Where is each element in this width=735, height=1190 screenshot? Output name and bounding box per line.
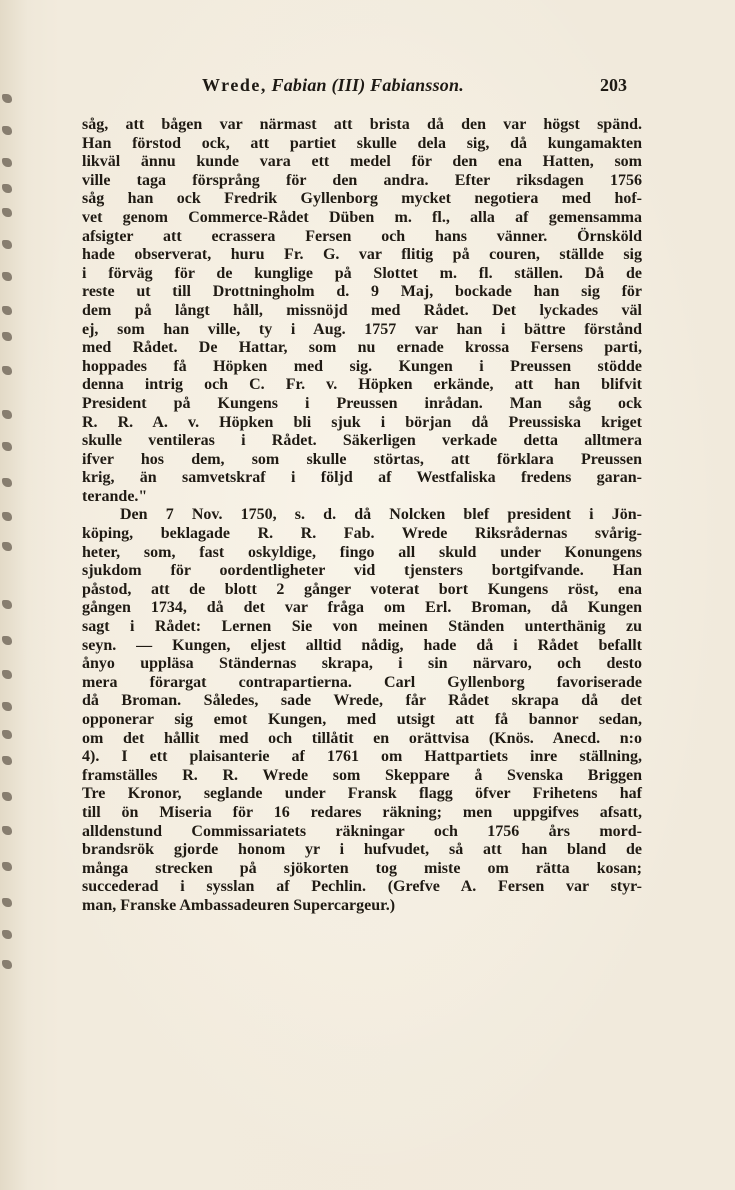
text-line: gången 1734, då det var fråga om Erl. Broman, då Kungen: [82, 599, 642, 617]
text-line: succederad i sysslan af Pechlin. (Grefve A. Fersen var styr-: [82, 878, 642, 896]
bleed-mark: [2, 702, 12, 711]
running-head-given-name: Fabian (III) Fabiansson.: [271, 75, 464, 95]
text-line: alldenstund Commissariatets räkningar och 1756 års mord-: [82, 822, 642, 840]
bleed-mark: [2, 208, 12, 217]
text-line: ånyo uppläsa Ständernas skrapa, i sin närvaro, och desto: [82, 655, 642, 673]
text-line: många strecken på sjökorten tog miste om rätta kosan;: [82, 859, 642, 877]
bleed-mark: [2, 478, 12, 487]
text-line: denna intrig och C. Fr. v. Höpken erkände, att han blifvit: [82, 376, 642, 394]
text-line: krig, än samvetskraf i följd af Westfaliska fredens garan-: [82, 469, 642, 487]
text-line: ej, som han ville, ty i Aug. 1757 var han i bättre förstånd: [82, 320, 642, 338]
running-head-surname: Wrede,: [202, 75, 267, 95]
text-line: såg han ock Fredrik Gyllenborg mycket negotiera med hof-: [82, 190, 642, 208]
text-line: med Rådet. De Hattar, som nu ernade krossa Fersens parti,: [82, 339, 642, 357]
text-line: ifver hos dem, som skulle störtas, att förklara Preussen: [82, 450, 642, 468]
text-line: Tre Kronor, seglande under Fransk flagg öfver Frihetens haf: [82, 785, 642, 803]
text-line: likväl ännu kunde vara ett medel för den ena Hatten, som: [82, 153, 642, 171]
text-line: 4). I ett plaisanterie af 1761 om Hattpartiets inre ställning,: [82, 748, 642, 766]
text-line: vet genom Commerce-Rådet Düben m. fl., alla af gemensamma: [82, 208, 642, 226]
text-line: om det hållit med och tillåtit en orättvisa (Knös. Anecd. n:o: [82, 729, 642, 747]
bleed-mark: [2, 670, 12, 679]
text-line: skulle ventileras i Rådet. Säkerligen verkade detta alltmera: [82, 432, 642, 450]
bleed-mark: [2, 636, 12, 645]
running-header: [82, 72, 657, 98]
text-line: hade observerat, huru Fr. G. var flitig på couren, ställde sig: [82, 246, 642, 264]
bleed-mark: [2, 442, 12, 451]
text-line: heter, som, fast oskyldige, fingo all skuld under Konungens: [82, 543, 642, 561]
bleed-mark: [2, 332, 12, 341]
text-line: seyn. — Kungen, eljest alltid nådig, hade då i Rådet befallt: [82, 636, 642, 654]
bleed-mark: [2, 272, 12, 281]
text-line: opponerar sig emot Kungen, med utsigt att få bannor sedan,: [82, 711, 642, 728]
text-line-paragraph-start: Den 7 Nov. 1750, s. d. då Nolcken blef president i Jön-: [120, 506, 642, 524]
bleed-mark: [2, 94, 12, 103]
page-number: 203: [600, 75, 627, 95]
bleed-mark: [2, 600, 12, 609]
text-line: brandsrök gjorde honom yr i hufvudet, så att han bland de: [82, 841, 642, 859]
text-line: President på Kungens i Preussen inrådan. Man såg ock: [82, 394, 642, 412]
text-line: sagt i Rådet: Lernen Sie von meinen Ständen unterthänig zu: [82, 618, 642, 636]
text-line: påstod, att de blott 2 gånger voterat bort Kungens röst, ena: [82, 580, 642, 598]
bleed-mark: [2, 240, 12, 249]
text-line: framställes R. R. Wrede som Skeppare å Svenska Briggen: [82, 766, 642, 784]
bleed-mark: [2, 366, 12, 375]
text-line-paragraph-end: man, Franske Ambassadeuren Supercargeur.): [82, 896, 396, 914]
text-line: R. R. A. v. Höpken bli sjuk i början då Preussiska kriget: [82, 413, 642, 431]
bleed-mark: [2, 862, 12, 871]
bleed-mark: [2, 410, 12, 419]
bleed-mark: [2, 826, 12, 835]
bleed-mark: [2, 792, 12, 801]
bleed-mark: [2, 730, 12, 739]
text-line-paragraph-end: terande.": [82, 487, 148, 505]
bleed-mark: [2, 512, 12, 521]
text-line: hoppades få Höpken med sig. Kungen i Preussen stödde: [82, 357, 642, 375]
text-line: till ön Miseria för 16 redares räkning; men uppgifves afsatt,: [82, 803, 642, 821]
text-line: afsigter att ecrassera Fersen och hans vänner. Örnsköld: [82, 227, 642, 245]
gutter-bleed-through: [0, 80, 24, 1110]
text-line: i förväg för de kunglige på Slottet m. fl. ställen. Då de: [82, 264, 642, 282]
bleed-mark: [2, 960, 12, 969]
text-line: Han förstod ock, att partiet skulle dela sig, då kungamakten: [82, 134, 642, 152]
bleed-mark: [2, 542, 12, 551]
text-line: mera förargat contrapartierna. Carl Gyllenborg favoriserade: [82, 673, 642, 691]
bleed-mark: [2, 158, 12, 167]
text-line: ville taga försprång för den andra. Efter riksdagen 1756: [82, 171, 642, 189]
bleed-mark: [2, 184, 12, 193]
bleed-mark: [2, 930, 12, 939]
running-head: [202, 72, 464, 98]
text-line: reste ut till Drottningholm d. 9 Maj, bockade han sig för: [82, 283, 642, 301]
text-line: sjukdom för oordentligheter vid tjensters bortgifvande. Han: [82, 562, 642, 580]
body-text: [82, 116, 642, 916]
text-line: såg, att bågen var närmast att brista då den var högst spänd.: [82, 116, 642, 133]
bleed-mark: [2, 898, 12, 907]
text-line: dem på långt håll, missnöjd med Rådet. Det lyckades väl: [82, 301, 642, 319]
text-line: köping, beklagade R. R. Fab. Wrede Riksrådernas svårig-: [82, 525, 642, 543]
text-line: då Broman. Således, sade Wrede, får Rådet skrapa då det: [82, 692, 642, 710]
bleed-mark: [2, 306, 12, 315]
bleed-mark: [2, 756, 12, 765]
bleed-mark: [2, 126, 12, 135]
